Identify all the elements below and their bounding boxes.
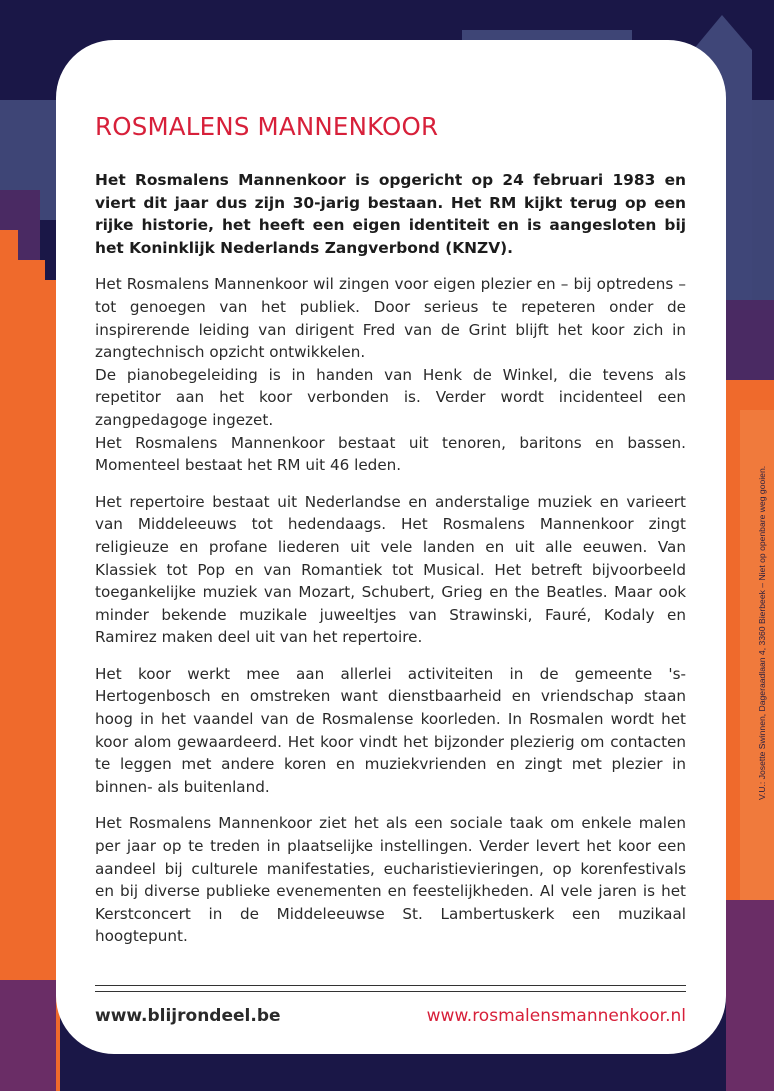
footer-divider-bottom (95, 991, 686, 992)
content-card (56, 40, 726, 1054)
footer-divider-top (95, 985, 686, 986)
paragraph-activities: Het koor werkt mee aan allerlei activiteiten in de gemeente 's-Hertogenbosch en omstreken want dienstbaarheid en vriendschap staan hoog in het vaandel van de Rosmalense koorleden. In Rosmalen wordt het koor alom gewaardeerd. Het koor vindt het bijzonder plezierig om contacten te leggen met andere koren en muziekvrienden en zingt met plezier in binnen- als buitenland. (95, 664, 686, 796)
paragraph-singing: Het Rosmalens Mannenkoor wil zingen voor eigen plezier en – bij optredens – tot genoegen van het publiek. Door serieus te repeteren onder de inspirerende leiding van dirigent Fred van de Grint blijft het koor zich in zangtechnisch opzicht ontwikkelen. (95, 275, 686, 362)
publisher-note: V.U.: Josette Swinnen, Dageraadlaan 4, 3360 Bierbeek – Niet op openbare weg gooien. (757, 465, 767, 800)
paragraph-social: Het Rosmalens Mannenkoor ziet het als een sociale taak om enkele malen per jaar op te treden in plaatselijke instellingen. Verder levert het koor een aandeel bij culturele manifestaties, eucharistievieringen, op korenfestivals en bij diverse publieke evenementen en feestelijkheden. Al vele jaren is het Kerstconcert in de Middeleeuwse St. Lambertuskerk een muzikaal hoogtepunt. (95, 814, 686, 946)
paragraph-repertoire: Het repertoire bestaat uit Nederlandse en anderstalige muziek en varieert van Middeleeuws tot hedendaags. Het Rosmalens Mannenkoor zingt religieuze en profane liederen uit vele landen en uit alle eeuwen. Van Klassiek tot Pop en van Romantiek tot Musical. Het betreft bijvoorbeeld toegankelijke muziek van Mozart, Schubert, Grieg en the Beatles. Maar ook minder bekende muzikale juweeltjes van Strawinski, Fauré, Kodaly en Ramirez maken deel uit van het repertoire. (95, 492, 686, 647)
paragraph-piano: De pianobegeleiding is in handen van Henk de Winkel, die tevens als repetitor aan het koor verbonden is. Verder wordt incidenteel een zangpedagoge ingezet. (95, 365, 686, 429)
rosmalensmannenkoor-link[interactable]: www.rosmalensmannenkoor.nl (426, 1006, 686, 1026)
page-title: ROSMALENS MANNENKOOR (95, 112, 439, 141)
lead-paragraph: Het Rosmalens Mannenkoor is opgericht op 24 februari 1983 en viert dit jaar dus zijn 30-jarig bestaan. Het RM kijkt terug op een rijke historie, het heeft een eigen identiteit en is aangesloten bij het Koninklijk Nederlands Zangverbond (KNZV). (95, 171, 686, 257)
paragraph-members: Het Rosmalens Mannenkoor bestaat uit tenoren, baritons en bassen. Momenteel bestaat het RM uit 46 leden. (95, 433, 686, 475)
blijrondeel-link[interactable]: www.blijrondeel.be (95, 1006, 281, 1026)
